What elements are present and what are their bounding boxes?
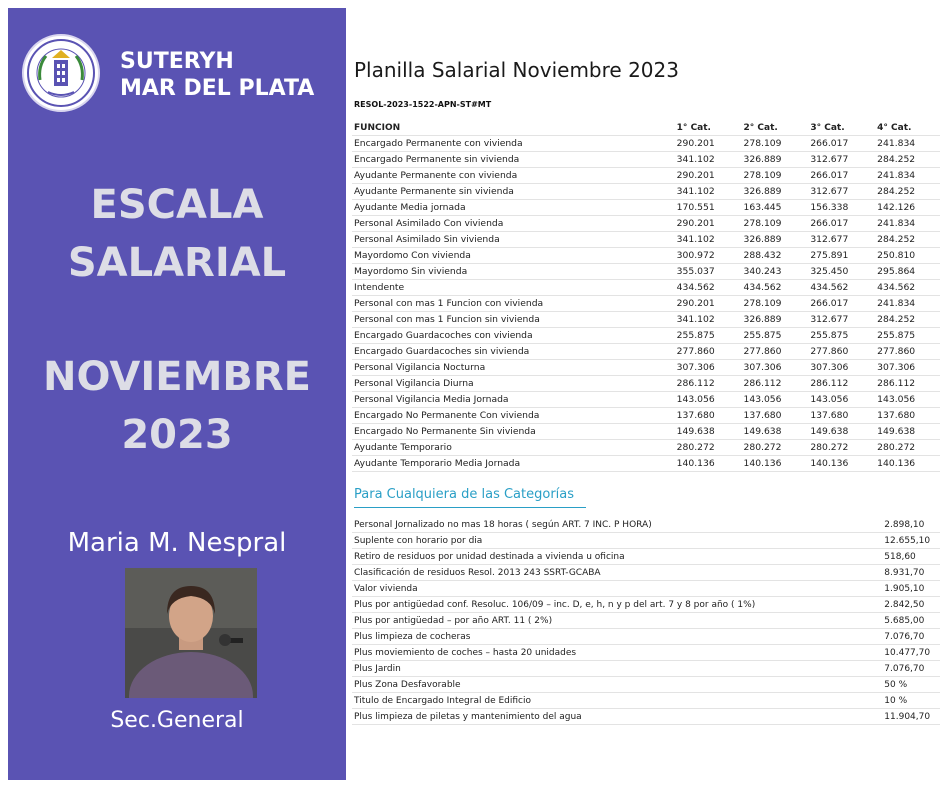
cat1-cell: 300.972	[675, 248, 742, 264]
funcion-cell: Encargado No Permanente Sin vivienda	[352, 424, 675, 440]
cat3-cell: 143.056	[808, 392, 875, 408]
cat4-cell: 149.638	[875, 424, 940, 440]
extra-label: Plus por antigüedad – por año ART. 11 ( 2%)	[352, 613, 882, 629]
extra-label: Plus por antigüedad conf. Resoluc. 106/09 – inc. D, e, h, n y p del art. 7 y 8 por año ( 1%)	[352, 597, 882, 613]
extra-value: 7.076,70	[882, 629, 940, 645]
funcion-cell: Personal Vigilancia Nocturna	[352, 360, 675, 376]
cat3-cell: 312.677	[808, 184, 875, 200]
list-item	[352, 549, 940, 565]
extra-label: Plus Zona Desfavorable	[352, 677, 882, 693]
cat2-cell: 149.638	[742, 424, 809, 440]
cat2-cell: 278.109	[742, 136, 809, 152]
heading-escala: ESCALA	[90, 182, 264, 228]
cat3-cell: 156.338	[808, 200, 875, 216]
table-row	[352, 184, 940, 200]
extra-label: Personal Jornalizado no mas 18 horas ( según ART. 7 INC. P HORA)	[352, 517, 882, 533]
table-row	[352, 168, 940, 184]
cat4-cell: 434.562	[875, 280, 940, 296]
page-title: Planilla Salarial Noviembre 2023	[354, 58, 679, 82]
person-photo	[125, 568, 257, 698]
funcion-cell: Encargado Permanente sin vivienda	[352, 152, 675, 168]
cat2-cell: 288.432	[742, 248, 809, 264]
org-name-line1: SUTERYH	[120, 49, 234, 74]
person-portrait-icon	[125, 568, 257, 698]
list-item	[352, 693, 940, 709]
funcion-cell: Personal Vigilancia Diurna	[352, 376, 675, 392]
funcion-cell: Intendente	[352, 280, 675, 296]
cat3-cell: 140.136	[808, 456, 875, 472]
cat3-cell: 137.680	[808, 408, 875, 424]
cat1-cell: 290.201	[675, 296, 742, 312]
sidebar-panel	[8, 8, 346, 780]
funcion-cell: Encargado No Permanente Con vivienda	[352, 408, 675, 424]
col-header-funcion: FUNCION	[352, 120, 675, 136]
cat1-cell: 290.201	[675, 136, 742, 152]
list-item	[352, 517, 940, 533]
cat1-cell: 290.201	[675, 216, 742, 232]
cat1-cell: 434.562	[675, 280, 742, 296]
cat2-cell: 140.136	[742, 456, 809, 472]
heading-salarial: SALARIAL	[67, 240, 287, 286]
cat2-cell: 434.562	[742, 280, 809, 296]
list-item	[352, 661, 940, 677]
person-role: Sec.General	[110, 708, 244, 733]
col-header-cat3: 3° Cat.	[808, 120, 875, 136]
table-row	[352, 264, 940, 280]
cat2-cell: 326.889	[742, 184, 809, 200]
list-item	[352, 581, 940, 597]
col-header-cat4: 4° Cat.	[875, 120, 940, 136]
cat4-cell: 284.252	[875, 184, 940, 200]
extra-label: Titulo de Encargado Integral de Edificio	[352, 693, 882, 709]
col-header-cat2: 2° Cat.	[742, 120, 809, 136]
cat2-cell: 143.056	[742, 392, 809, 408]
list-item	[352, 565, 940, 581]
extra-value: 8.931,70	[882, 565, 940, 581]
cat3-cell: 266.017	[808, 168, 875, 184]
table-row	[352, 376, 940, 392]
heading-month: NOVIEMBRE	[43, 354, 311, 400]
cat1-cell: 290.201	[675, 168, 742, 184]
cat4-cell: 307.306	[875, 360, 940, 376]
cat3-cell: 280.272	[808, 440, 875, 456]
funcion-cell: Encargado Guardacoches con vivienda	[352, 328, 675, 344]
table-row	[352, 152, 940, 168]
union-seal-icon	[24, 36, 98, 110]
salary-table-header	[352, 120, 940, 136]
cat2-cell: 326.889	[742, 312, 809, 328]
extra-value: 5.685,00	[882, 613, 940, 629]
extras-table-body	[352, 517, 940, 725]
cat3-cell: 325.450	[808, 264, 875, 280]
list-item	[352, 613, 940, 629]
cat4-cell: 143.056	[875, 392, 940, 408]
cat4-cell: 250.810	[875, 248, 940, 264]
cat1-cell: 341.102	[675, 232, 742, 248]
salary-table	[352, 120, 940, 472]
cat2-cell: 326.889	[742, 152, 809, 168]
cat1-cell: 280.272	[675, 440, 742, 456]
heading-year: 2023	[121, 412, 233, 458]
salary-table-body	[352, 136, 940, 472]
cat4-cell: 255.875	[875, 328, 940, 344]
cat4-cell: 241.834	[875, 296, 940, 312]
funcion-cell: Personal Asimilado Sin vivienda	[352, 232, 675, 248]
extra-label: Valor vivienda	[352, 581, 882, 597]
list-item	[352, 533, 940, 549]
cat1-cell: 277.860	[675, 344, 742, 360]
funcion-cell: Encargado Guardacoches sin vivienda	[352, 344, 675, 360]
cat1-cell: 140.136	[675, 456, 742, 472]
cat1-cell: 341.102	[675, 152, 742, 168]
extra-value: 2.842,50	[882, 597, 940, 613]
list-item	[352, 677, 940, 693]
extra-label: Clasificación de residuos Resol. 2013 243 SSRT-GCABA	[352, 565, 882, 581]
table-row	[352, 424, 940, 440]
funcion-cell: Encargado Permanente con vivienda	[352, 136, 675, 152]
funcion-cell: Personal Vigilancia Media Jornada	[352, 392, 675, 408]
funcion-cell: Ayudante Temporario	[352, 440, 675, 456]
extra-label: Plus Jardin	[352, 661, 882, 677]
person-name: Maria M. Nespral	[67, 528, 287, 558]
list-item	[352, 709, 940, 725]
cat1-cell: 170.551	[675, 200, 742, 216]
table-row	[352, 232, 940, 248]
table-row	[352, 344, 940, 360]
funcion-cell: Personal con mas 1 Funcion sin vivienda	[352, 312, 675, 328]
cat4-cell: 286.112	[875, 376, 940, 392]
cat3-cell: 312.677	[808, 312, 875, 328]
funcion-cell: Ayudante Media jornada	[352, 200, 675, 216]
cat4-cell: 241.834	[875, 216, 940, 232]
cat1-cell: 286.112	[675, 376, 742, 392]
cat4-cell: 241.834	[875, 136, 940, 152]
cat3-cell: 275.891	[808, 248, 875, 264]
cat1-cell: 341.102	[675, 312, 742, 328]
cat3-cell: 266.017	[808, 216, 875, 232]
cat4-cell: 277.860	[875, 344, 940, 360]
col-header-cat1: 1° Cat.	[675, 120, 742, 136]
table-row	[352, 408, 940, 424]
cat4-cell: 140.136	[875, 456, 940, 472]
cat2-cell: 307.306	[742, 360, 809, 376]
cat3-cell: 434.562	[808, 280, 875, 296]
cat2-cell: 340.243	[742, 264, 809, 280]
cat3-cell: 312.677	[808, 232, 875, 248]
table-row	[352, 200, 940, 216]
table-row	[352, 296, 940, 312]
extra-value: 1.905,10	[882, 581, 940, 597]
extra-value: 11.904,70	[882, 709, 940, 725]
table-row	[352, 328, 940, 344]
extra-label: Plus limpieza de piletas y mantenimiento del agua	[352, 709, 882, 725]
cat3-cell: 149.638	[808, 424, 875, 440]
extra-value: 10 %	[882, 693, 940, 709]
funcion-cell: Ayudante Temporario Media Jornada	[352, 456, 675, 472]
cat2-cell: 278.109	[742, 168, 809, 184]
cat2-cell: 277.860	[742, 344, 809, 360]
org-name	[120, 48, 314, 102]
extra-value: 2.898,10	[882, 517, 940, 533]
funcion-cell: Personal con mas 1 Funcion con vivienda	[352, 296, 675, 312]
extra-label: Plus limpieza de cocheras	[352, 629, 882, 645]
cat4-cell: 295.864	[875, 264, 940, 280]
cat2-cell: 255.875	[742, 328, 809, 344]
funcion-cell: Personal Asimilado Con vivienda	[352, 216, 675, 232]
funcion-cell: Ayudante Permanente con vivienda	[352, 168, 675, 184]
table-row	[352, 392, 940, 408]
funcion-cell: Ayudante Permanente sin vivienda	[352, 184, 675, 200]
cat1-cell: 143.056	[675, 392, 742, 408]
resolution-code: RESOL-2023-1522-APN-ST#MT	[354, 100, 492, 109]
cat4-cell: 284.252	[875, 232, 940, 248]
extra-value: 50 %	[882, 677, 940, 693]
cat3-cell: 307.306	[808, 360, 875, 376]
cat4-cell: 241.834	[875, 168, 940, 184]
cat3-cell: 266.017	[808, 136, 875, 152]
cat3-cell: 286.112	[808, 376, 875, 392]
extra-value: 10.477,70	[882, 645, 940, 661]
cat3-cell: 277.860	[808, 344, 875, 360]
funcion-cell: Mayordomo Con vivienda	[352, 248, 675, 264]
table-row	[352, 456, 940, 472]
table-row	[352, 216, 940, 232]
org-name-line2: MAR DEL PLATA	[120, 76, 315, 101]
funcion-cell: Mayordomo Sin vivienda	[352, 264, 675, 280]
cat1-cell: 137.680	[675, 408, 742, 424]
extras-title: Para Cualquiera de las Categorías	[354, 487, 575, 502]
list-item	[352, 629, 940, 645]
cat4-cell: 280.272	[875, 440, 940, 456]
table-row	[352, 136, 940, 152]
cat2-cell: 163.445	[742, 200, 809, 216]
table-row	[352, 248, 940, 264]
cat3-cell: 312.677	[808, 152, 875, 168]
extra-value: 7.076,70	[882, 661, 940, 677]
extras-title-underline	[354, 507, 586, 508]
cat1-cell: 307.306	[675, 360, 742, 376]
cat4-cell: 137.680	[875, 408, 940, 424]
list-item	[352, 645, 940, 661]
cat2-cell: 278.109	[742, 296, 809, 312]
cat4-cell: 142.126	[875, 200, 940, 216]
extra-value: 12.655,10	[882, 533, 940, 549]
cat2-cell: 278.109	[742, 216, 809, 232]
cat2-cell: 280.272	[742, 440, 809, 456]
extras-table	[352, 517, 940, 725]
union-logo	[22, 34, 100, 112]
cat4-cell: 284.252	[875, 312, 940, 328]
table-row	[352, 280, 940, 296]
table-row	[352, 360, 940, 376]
cat2-cell: 137.680	[742, 408, 809, 424]
extra-label: Plus moviemiento de coches – hasta 20 unidades	[352, 645, 882, 661]
cat4-cell: 284.252	[875, 152, 940, 168]
table-row	[352, 312, 940, 328]
cat1-cell: 149.638	[675, 424, 742, 440]
cat2-cell: 326.889	[742, 232, 809, 248]
list-item	[352, 597, 940, 613]
cat1-cell: 255.875	[675, 328, 742, 344]
table-row	[352, 440, 940, 456]
extra-value: 518,60	[882, 549, 940, 565]
extra-label: Retiro de residuos por unidad destinada a vivienda u oficina	[352, 549, 882, 565]
cat1-cell: 341.102	[675, 184, 742, 200]
cat3-cell: 255.875	[808, 328, 875, 344]
cat2-cell: 286.112	[742, 376, 809, 392]
extra-label: Suplente con horario por dia	[352, 533, 882, 549]
cat3-cell: 266.017	[808, 296, 875, 312]
cat1-cell: 355.037	[675, 264, 742, 280]
